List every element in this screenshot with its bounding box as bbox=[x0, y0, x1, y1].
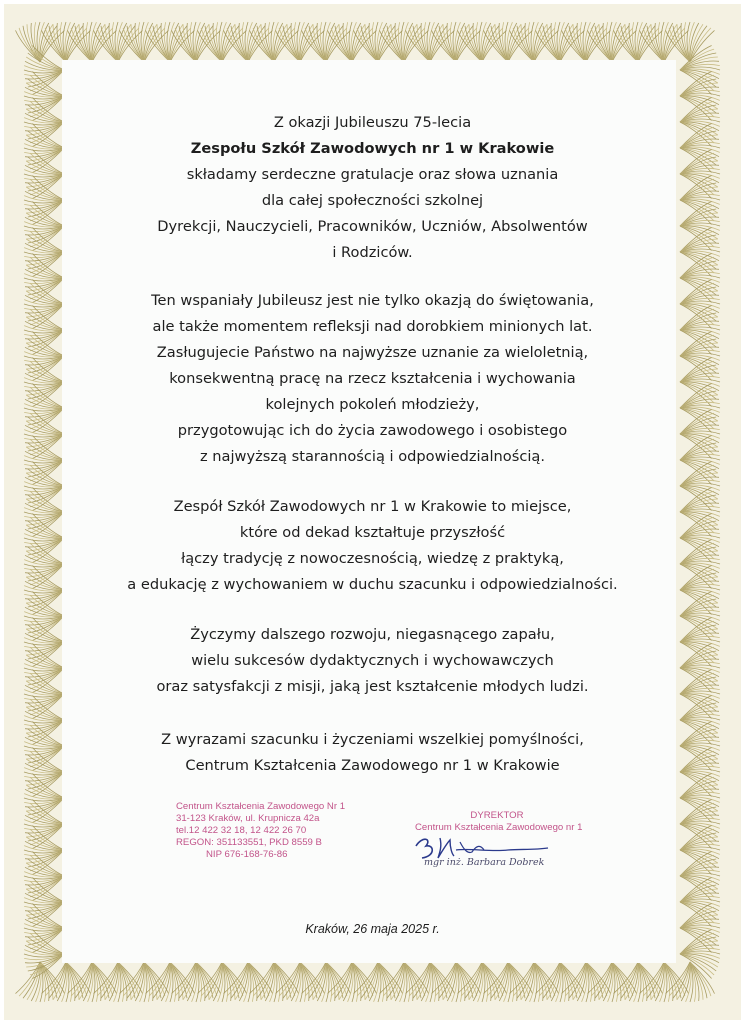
body-line: Zespół Szkół Zawodowych nr 1 w Krakowie to miejsce, bbox=[173, 498, 572, 515]
body-line: z najwyższą starannością i odpowiedzialnością. bbox=[200, 448, 545, 465]
body-line: konsekwentną pracę na rzecz kształcenia i wychowania bbox=[169, 370, 576, 387]
body-line: Ten wspaniały Jubileusz jest nie tylko okazją do świętowania, bbox=[151, 292, 594, 309]
signature-title: DYREKTOR bbox=[470, 810, 524, 821]
signatory-name: mgr inż. Barbara Dobrek bbox=[424, 857, 545, 868]
signature-institution: Centrum Kształcenia Zawodowego nr 1 bbox=[415, 822, 583, 833]
institution-stamp bbox=[176, 801, 345, 861]
school-paragraph bbox=[0, 494, 745, 598]
greeting-line: składamy serdeczne gratulacje oraz słowa uznania bbox=[186, 166, 559, 183]
body-line: a edukację z wychowaniem w duchu szacunku i odpowiedzialności. bbox=[127, 576, 618, 593]
closing-line: Centrum Kształcenia Zawodowego nr 1 w Krakowie bbox=[185, 757, 560, 774]
stamp-line: REGON: 351133551, PKD 8559 B bbox=[176, 837, 322, 848]
school-name-heading: Zespołu Szkół Zawodowych nr 1 w Krakowie bbox=[190, 140, 555, 157]
greeting-line: Dyrekcji, Nauczycieli, Pracowników, Uczniów, Absolwentów bbox=[157, 218, 588, 235]
body-line: Zasługujecie Państwo na najwyższe uznanie za wieloletnią, bbox=[156, 344, 589, 361]
greeting-paragraph bbox=[0, 110, 745, 266]
stamp-line: 31-123 Kraków, ul. Krupnicza 42a bbox=[176, 813, 320, 824]
place-and-date: Kraków, 26 maja 2025 r. bbox=[305, 922, 440, 936]
wishes-paragraph bbox=[0, 622, 745, 700]
closing-line: Z wyrazami szacunku i życzeniami wszelkiej pomyślności, bbox=[161, 731, 584, 748]
jubilee-paragraph bbox=[0, 288, 745, 470]
body-line: oraz satysfakcji z misji, jaką jest kształcenie młodych ludzi. bbox=[156, 678, 589, 695]
body-line: ale także momentem refleksji nad dorobkiem minionych lat. bbox=[152, 318, 593, 335]
body-line: Życzymy dalszego rozwoju, niegasnącego zapału, bbox=[190, 626, 555, 643]
body-line: przygotowując ich do życia zawodowego i osobistego bbox=[177, 422, 568, 439]
greeting-line: i Rodziców. bbox=[332, 244, 413, 261]
stamp-line: tel.12 422 32 18, 12 422 26 70 bbox=[176, 825, 307, 836]
closing-paragraph bbox=[0, 727, 745, 779]
greeting-line: dla całej społeczności szkolnej bbox=[261, 192, 484, 209]
body-line: które od dekad kształtuje przyszłość bbox=[239, 524, 506, 541]
stamp-line: Centrum Kształcenia Zawodowego Nr 1 bbox=[176, 801, 346, 812]
greeting-line: Z okazji Jubileuszu 75-lecia bbox=[273, 114, 472, 131]
body-line: wielu sukcesów dydaktycznych i wychowawczych bbox=[191, 652, 554, 669]
stamp-line: NIP 676-168-76-86 bbox=[206, 849, 288, 860]
body-line: łączy tradycję z nowoczesnością, wiedzę z praktyką, bbox=[181, 550, 564, 567]
body-line: kolejnych pokoleń młodzieży, bbox=[265, 396, 480, 413]
